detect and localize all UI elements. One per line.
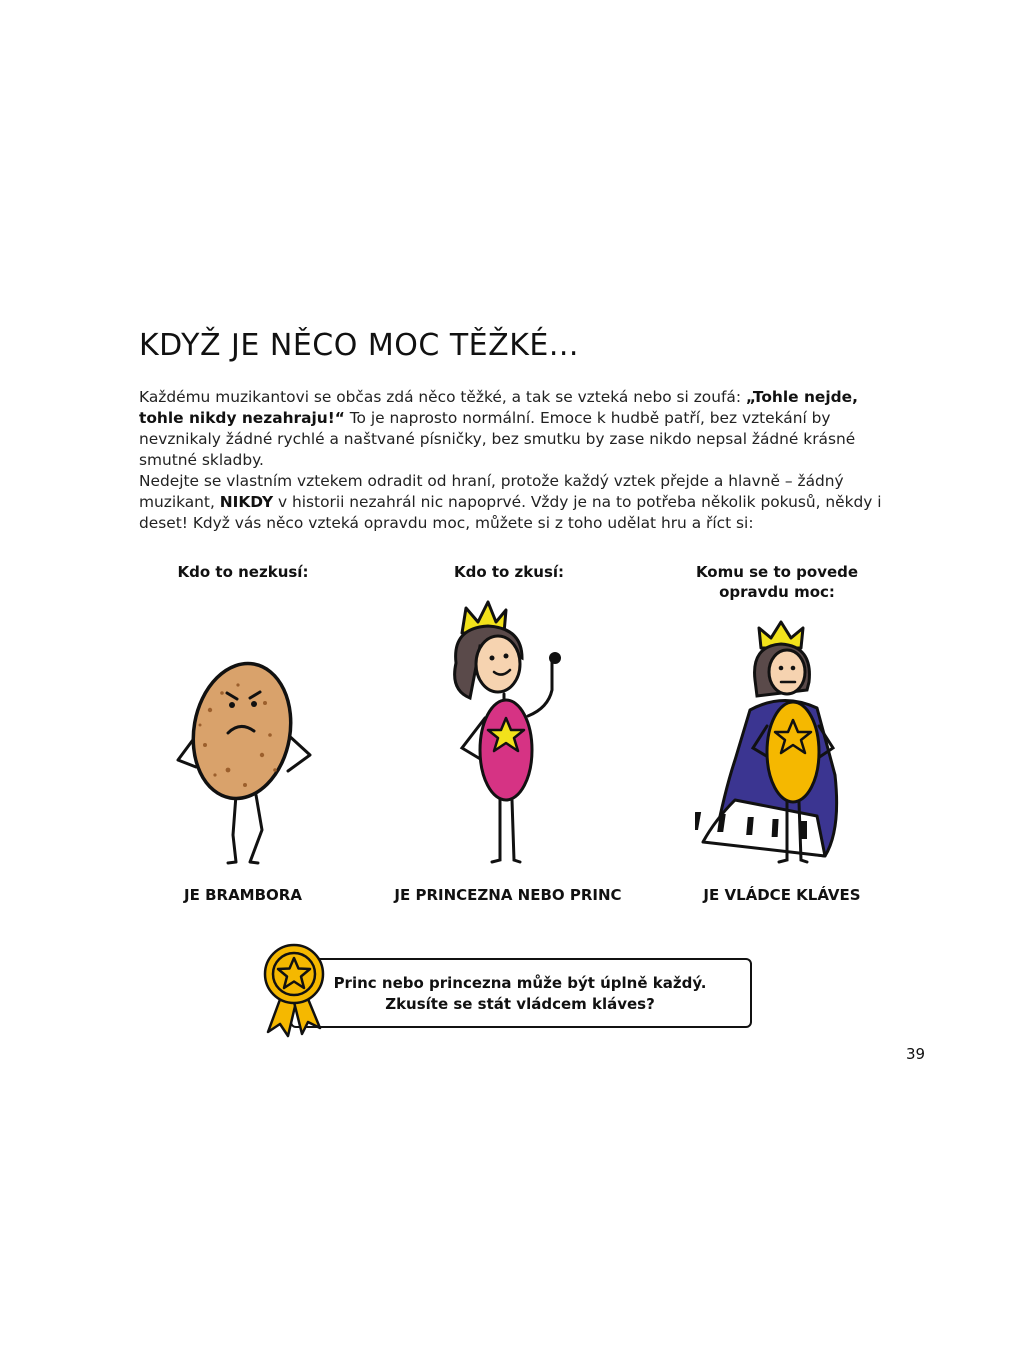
caption-ruler: JE VLÁDCE KLÁVES: [703, 886, 861, 904]
note-text: Princ nebo princezna může být úplně každý. Zkusíte se stát vládcem kláves?: [333, 974, 707, 1013]
potato-icon: [170, 655, 320, 870]
column-heading-ruler: Komu se to povede opravdu moc:: [695, 563, 859, 601]
quote-bold: „Tohle nejde, tohle nikdy nezahraju!“: [139, 388, 858, 427]
column-heading-princess: Kdo to zkusí:: [453, 563, 565, 581]
caption-potato: JE BRAMBORA: [184, 886, 302, 904]
nikdy-bold: NIKDY: [219, 493, 274, 511]
page-number: 39: [906, 1045, 926, 1063]
intro-paragraph: Každému muzikantovi se občas zdá něco těžké, a tak se vzteká nebo si zoufá: „Tohle nejde, tohle nikdy nezahraju!“ To je naprosto normální. Emoce k hudbě patří, bez vztekání by nevznikaly žádné rychlé a naštvané písničky, bez smutku by zase nikdo nepsal žádné krásné smutné skladby.: [139, 388, 858, 469]
keyboard-ruler-icon: [695, 620, 855, 870]
advice-paragraph: Nedejte se vlastním vztekem odradit od hraní, protože každý vztek přejde a hlavně – žádný muzikant, NIKDY v historii nezahrál nic napoprvé. Vždy je na to potřeba několik pokusů, někdy i deset! Když vás něco vzteká opravdu moc, můžete si z toho udělat hru a říct si:: [139, 472, 882, 532]
princess-icon: [440, 598, 580, 870]
caption-princess: JE PRINCEZNA NEBO PRINC: [394, 886, 622, 904]
page-title: KDYŽ JE NĚCO MOC TĚŽKÉ...: [139, 328, 579, 363]
column-heading-potato: Kdo to nezkusí:: [177, 563, 309, 581]
award-ribbon-icon: [262, 942, 328, 1038]
